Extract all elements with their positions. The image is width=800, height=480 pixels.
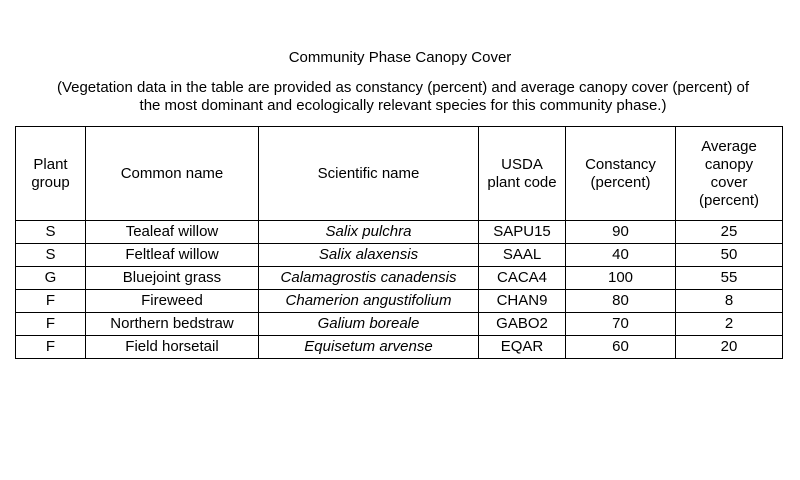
cell-constancy: 100 — [566, 267, 676, 290]
cell-average-cover: 8 — [676, 290, 783, 313]
header-plant-group: Plant group — [16, 127, 86, 221]
header-constancy: Constancy (percent) — [566, 127, 676, 221]
cell-common-name: Fireweed — [86, 290, 259, 313]
table-row — [16, 267, 783, 290]
cell-plant-group: S — [16, 244, 86, 267]
cell-constancy: 40 — [566, 244, 676, 267]
cell-average-cover: 2 — [676, 313, 783, 336]
table-row — [16, 336, 783, 359]
cell-plant-group: S — [16, 221, 86, 244]
cell-usda-code: EQAR — [479, 336, 566, 359]
cell-common-name: Field horsetail — [86, 336, 259, 359]
cell-plant-group: F — [16, 313, 86, 336]
table-row — [16, 290, 783, 313]
cell-plant-group: G — [16, 267, 86, 290]
canopy-cover-table — [15, 126, 783, 359]
cell-common-name: Tealeaf willow — [86, 221, 259, 244]
cell-constancy: 90 — [566, 221, 676, 244]
cell-common-name: Bluejoint grass — [86, 267, 259, 290]
cell-scientific-name: Salix pulchra — [259, 221, 479, 244]
cell-scientific-name: Salix alaxensis — [259, 244, 479, 267]
cell-usda-code: GABO2 — [479, 313, 566, 336]
cell-average-cover: 25 — [676, 221, 783, 244]
cell-usda-code: CHAN9 — [479, 290, 566, 313]
cell-average-cover: 20 — [676, 336, 783, 359]
cell-scientific-name: Galium boreale — [259, 313, 479, 336]
page-title: Community Phase Canopy Cover — [288, 49, 512, 66]
table-row — [16, 244, 783, 267]
cell-constancy: 70 — [566, 313, 676, 336]
cell-scientific-name: Equisetum arvense — [259, 336, 479, 359]
cell-usda-code: CACA4 — [479, 267, 566, 290]
header-common-name: Common name — [86, 127, 259, 221]
cell-common-name: Feltleaf willow — [86, 244, 259, 267]
cell-common-name: Northern bedstraw — [86, 313, 259, 336]
description-line-2: the most dominant and ecologically relevant species for this community phase.) — [139, 97, 667, 114]
description-line-1: (Vegetation data in the table are provided as constancy (percent) and average canopy cover (percent) of — [56, 79, 750, 96]
cell-usda-code: SAPU15 — [479, 221, 566, 244]
table-header-row — [16, 127, 783, 221]
cell-constancy: 80 — [566, 290, 676, 313]
cell-usda-code: SAAL — [479, 244, 566, 267]
header-average-cover: Average canopy cover (percent) — [676, 127, 783, 221]
table-description — [18, 79, 788, 115]
header-scientific-name: Scientific name — [259, 127, 479, 221]
cell-scientific-name: Chamerion angustifolium — [259, 290, 479, 313]
header-usda-code: USDA plant code — [479, 127, 566, 221]
cell-plant-group: F — [16, 336, 86, 359]
cell-constancy: 60 — [566, 336, 676, 359]
table-row — [16, 221, 783, 244]
cell-average-cover: 50 — [676, 244, 783, 267]
table-row — [16, 313, 783, 336]
cell-scientific-name: Calamagrostis canadensis — [259, 267, 479, 290]
cell-average-cover: 55 — [676, 267, 783, 290]
cell-plant-group: F — [16, 290, 86, 313]
